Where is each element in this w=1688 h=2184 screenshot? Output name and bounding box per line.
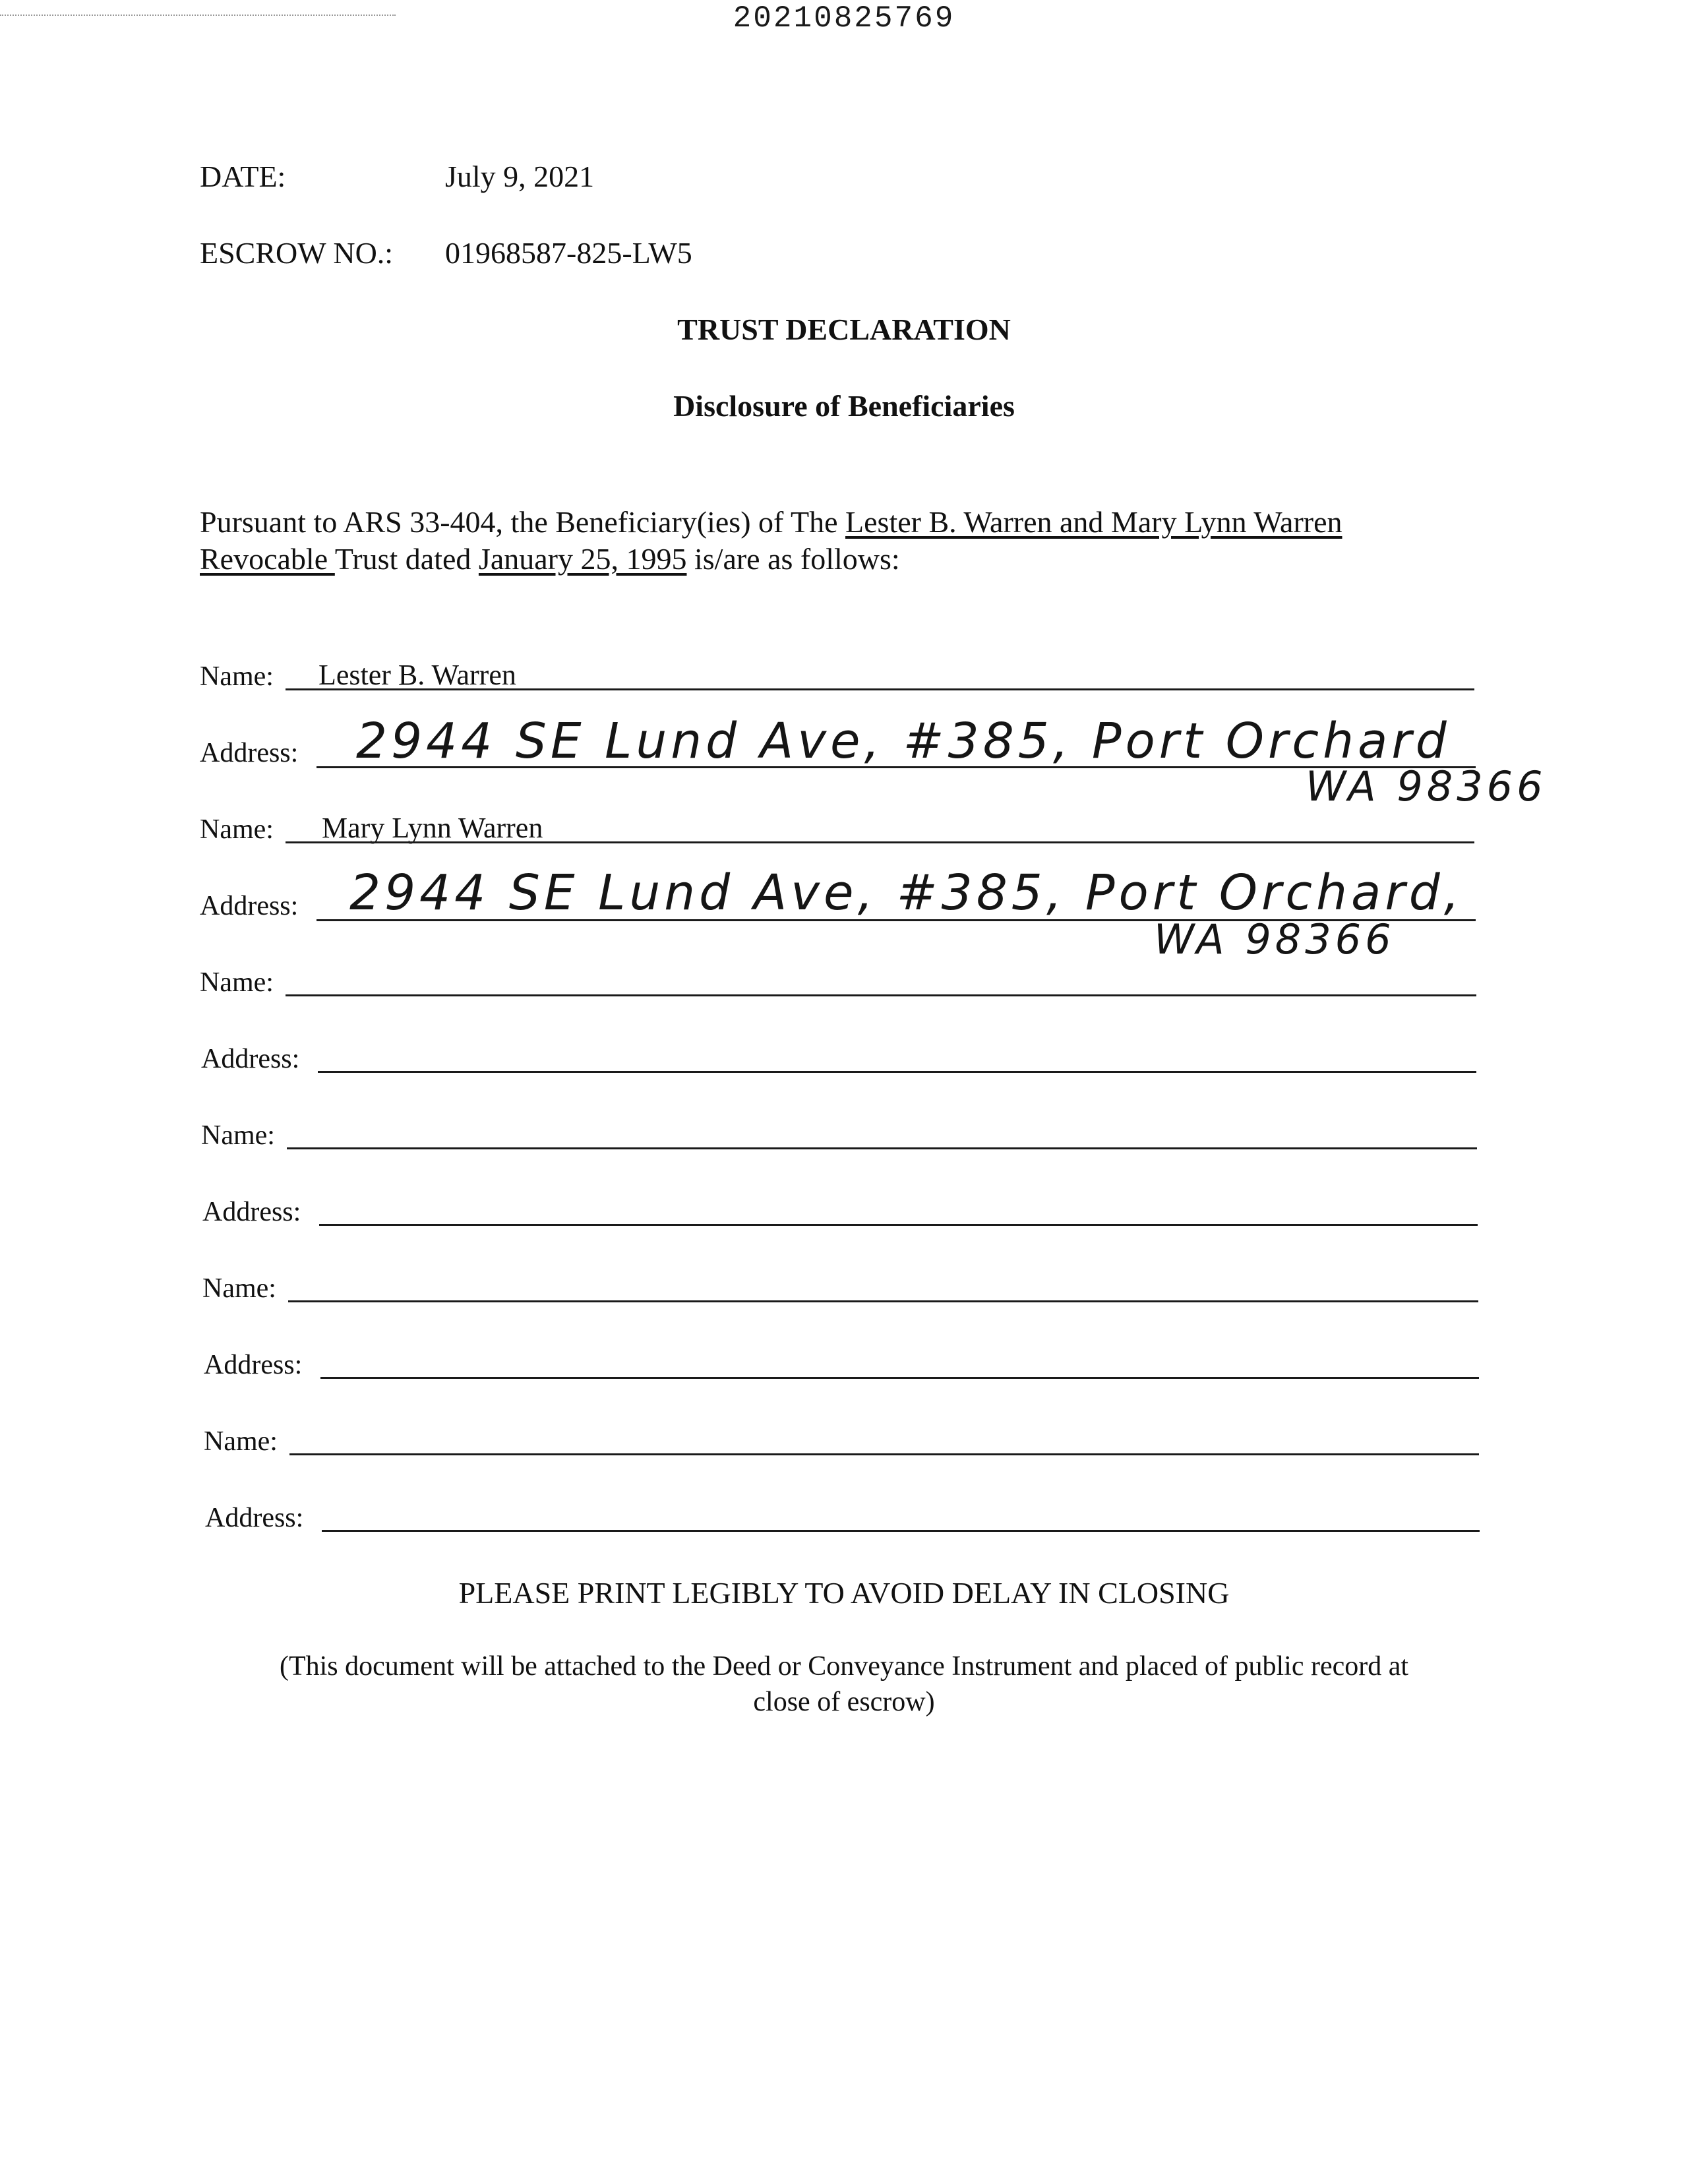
statement-line-1 bbox=[200, 504, 1342, 541]
beneficiary-6-address-line bbox=[322, 1530, 1480, 1532]
beneficiary-3-address-line bbox=[318, 1071, 1476, 1073]
trust-name-part-2: Revocable bbox=[200, 542, 335, 576]
beneficiary-2-name-value: Mary Lynn Warren bbox=[322, 812, 543, 844]
print-legibly-notice: PLEASE PRINT LEGIBLY TO AVOID DELAY IN CLOSING bbox=[458, 1576, 1230, 1610]
beneficiary-2-address-label: Address: bbox=[200, 891, 299, 921]
beneficiary-2-name-line bbox=[286, 841, 1474, 843]
document-title: TRUST DECLARATION bbox=[677, 313, 1011, 346]
beneficiary-2-address-handwritten-2: WA 98366 bbox=[1154, 915, 1395, 963]
trust-date: January 25, 1995 bbox=[478, 542, 687, 576]
statement-line-2 bbox=[200, 541, 900, 578]
beneficiary-6-address-label: Address: bbox=[205, 1503, 304, 1533]
date-value: July 9, 2021 bbox=[445, 160, 595, 193]
statement-middle: Trust dated bbox=[334, 542, 479, 576]
beneficiary-6-name-line bbox=[289, 1453, 1479, 1455]
recording-number: 20210825769 bbox=[733, 1, 955, 36]
beneficiary-2-address-handwritten: 2944 SE Lund Ave, #385, Port Orchard, bbox=[349, 864, 1464, 921]
beneficiary-3-address-label: Address: bbox=[201, 1044, 300, 1074]
footnote-line-2: close of escrow) bbox=[753, 1687, 935, 1717]
beneficiary-4-name-line bbox=[287, 1147, 1477, 1149]
beneficiary-1-address-handwritten-2: WA 98366 bbox=[1306, 762, 1547, 810]
beneficiary-4-name-label: Name: bbox=[201, 1120, 275, 1151]
beneficiary-6-name-label: Name: bbox=[204, 1426, 278, 1457]
beneficiary-4-address-label: Address: bbox=[202, 1197, 301, 1227]
beneficiary-1-address-handwritten: 2944 SE Lund Ave, #385, Port Orchard bbox=[356, 713, 1451, 770]
beneficiary-5-name-label: Name: bbox=[202, 1273, 276, 1304]
beneficiary-3-name-label: Name: bbox=[200, 967, 274, 998]
beneficiary-1-address-label: Address: bbox=[200, 738, 299, 768]
trust-name-part-1: Lester B. Warren and Mary Lynn Warren bbox=[845, 505, 1342, 539]
footnote-line-1: (This document will be attached to the Deed or Conveyance Instrument and placed of public record at bbox=[279, 1651, 1409, 1682]
beneficiary-4-address-line bbox=[319, 1224, 1478, 1226]
date-label: DATE: bbox=[200, 160, 286, 193]
beneficiary-1-name-label: Name: bbox=[200, 661, 274, 692]
statement-suffix: is/are as follows: bbox=[686, 542, 900, 576]
beneficiary-5-name-line bbox=[288, 1300, 1478, 1302]
escrow-value: 01968587-825-LW5 bbox=[445, 236, 692, 270]
beneficiary-1-name-value: Lester B. Warren bbox=[318, 659, 516, 691]
beneficiary-5-address-line bbox=[320, 1377, 1479, 1379]
beneficiary-5-address-label: Address: bbox=[204, 1350, 303, 1380]
beneficiary-1-name-line bbox=[286, 688, 1474, 690]
beneficiary-3-name-line bbox=[286, 994, 1476, 996]
document-subtitle: Disclosure of Beneficiaries bbox=[673, 389, 1015, 423]
statement-prefix: Pursuant to ARS 33-404, the Beneficiary(ies) of The bbox=[200, 505, 846, 539]
beneficiary-1-address-line bbox=[316, 766, 1476, 768]
beneficiary-2-name-label: Name: bbox=[200, 814, 274, 845]
escrow-label: ESCROW NO.: bbox=[200, 236, 394, 270]
